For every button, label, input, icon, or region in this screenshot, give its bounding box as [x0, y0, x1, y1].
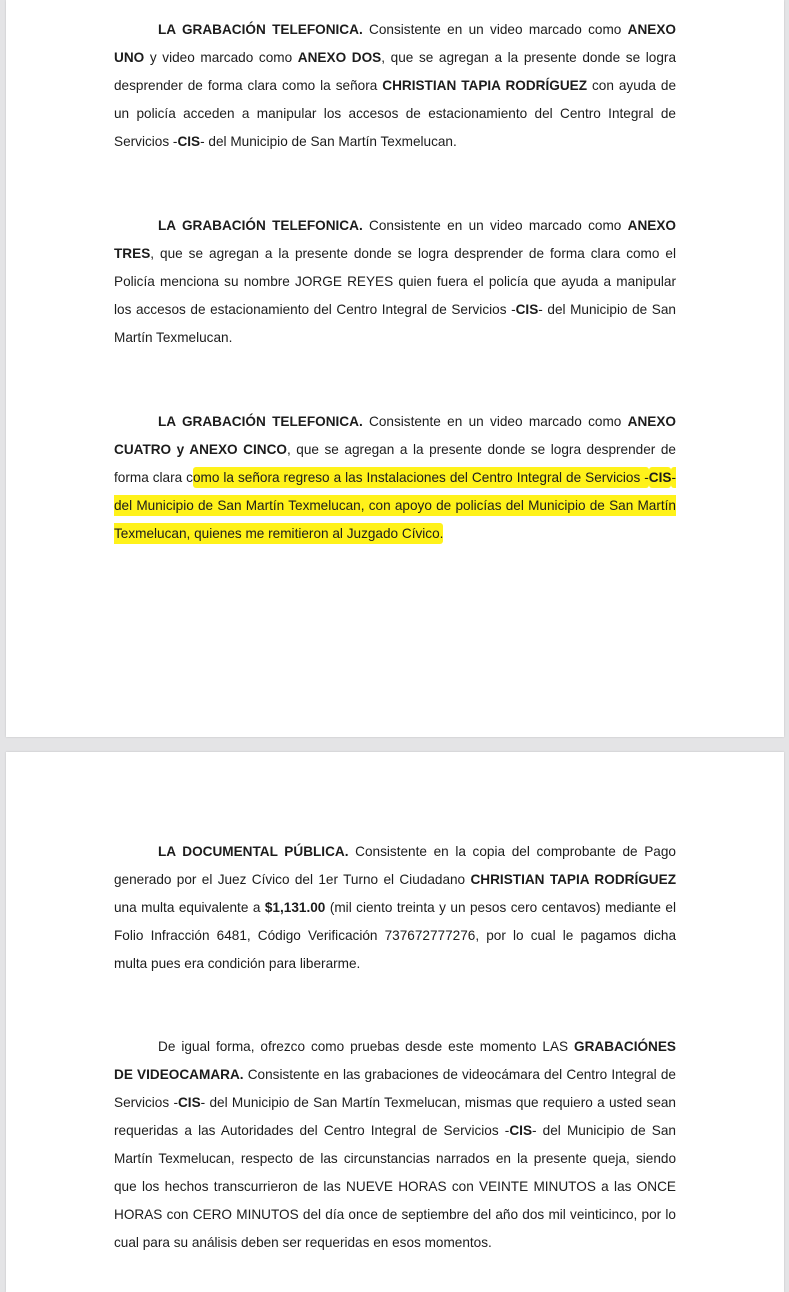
acronym-cis: CIS — [177, 1095, 201, 1110]
paragraph-grabacion-anexo-cuatro-cinco — [114, 408, 676, 548]
paragraph-text: De igual forma, ofrezco como pruebas desde este momento LAS — [158, 1039, 575, 1054]
annex-label: ANEXO UNO — [114, 22, 676, 65]
paragraph-text: Consistente en un video marcado como — [362, 22, 628, 37]
document-page-1 — [6, 0, 784, 737]
annex-label: ANEXO TRES — [114, 218, 676, 261]
paragraph-text: , que se agregan a la presente donde se logra desprender de forma clara como el Policía menciona su nombre JORGE REYES quien fuera el policía que ayuda a manipular los accesos de estacionamiento del Centro Integral de Servicios - — [114, 246, 676, 317]
highlighted-text: - del Municipio de San Martín Texmelucan, con apoyo de policías del Municipio de San Martín Texmelucan, quienes me remitieron al Juzgado Cívico. — [114, 467, 676, 544]
acronym-cis: CIS — [515, 302, 539, 317]
paragraph-heading: LA GRABACIÓN TELEFONICA. — [158, 414, 363, 429]
document-page-2 — [6, 752, 784, 1292]
paragraph-text: - del Municipio de San Martín Texmelucan. — [114, 302, 676, 345]
acronym-cis: CIS — [509, 1123, 533, 1138]
paragraph-text: , que se agregan a la presente donde se logra desprender de forma clara c — [114, 442, 676, 485]
paragraph-documental-publica — [114, 838, 676, 978]
annex-label: ANEXO DOS — [297, 50, 382, 65]
paragraph-grabacion-anexo-uno-dos — [114, 16, 676, 156]
paragraph-heading: LA DOCUMENTAL PÚBLICA. — [158, 844, 349, 859]
paragraph-text: - del Municipio de San Martín Texmelucan, respecto de las circunstancias narrados en la presente queja, siendo que los hechos transcurrieron de las NUEVE HORAS con VEINTE MINUTOS a las ONCE HORAS con CERO MINUTOS del día once de septiembre del año dos mil veinticinco, por lo cual para su análisis deben ser requeridas en esos momentos. — [114, 1123, 676, 1250]
paragraph-text: Consistente en la copia del comprobante de Pago generado por el Juez Cívico del 1er Turno el Ciudadano — [114, 844, 676, 887]
paragraph-text: Consistente en un video marcado como — [362, 414, 628, 429]
paragraph-text: Consistente en las grabaciones de videocámara del Centro Integral de Servicios - — [114, 1067, 676, 1110]
acronym-cis: CIS — [177, 134, 201, 149]
paragraph-text: Consistente en un video marcado como — [362, 218, 628, 233]
paragraph-text: con ayuda de un policía acceden a manipular los accesos de estacionamiento del Centro Integral de Servicios - — [114, 78, 676, 149]
paragraph-heading: LA GRABACIÓN TELEFONICA. — [158, 218, 363, 233]
paragraph-text: y video marcado como — [144, 50, 298, 65]
person-name: CHRISTIAN TAPIA RODRÍGUEZ — [382, 78, 588, 93]
paragraph-text: , que se agregan a la presente donde se logra desprender de forma clara como la señora — [114, 50, 677, 93]
paragraph-grabacion-anexo-tres — [114, 212, 676, 352]
paragraph-grabaciones-videocamara — [114, 1033, 676, 1257]
paragraph-text: (mil ciento treinta y un pesos cero centavos) mediante el Folio Infracción 6481, Código Verificación 737672777276, por lo cual le pagamos dicha multa pues era condición para liberarme. — [114, 900, 676, 971]
paragraph-text: una multa equivalente a — [114, 900, 265, 915]
paragraph-heading: GRABACIÓNES DE VIDEOCAMARA. — [114, 1039, 676, 1082]
annex-label: ANEXO CUATRO y ANEXO CINCO — [114, 414, 676, 457]
paragraph-heading: LA GRABACIÓN TELEFONICA. — [158, 22, 363, 37]
highlighted-text: omo la señora regreso a las Instalaciones del Centro Integral de Servicios - — [193, 467, 649, 488]
paragraph-text: - del Municipio de San Martín Texmelucan. — [200, 134, 457, 149]
fine-amount: $1,131.00 — [264, 900, 326, 915]
person-name: CHRISTIAN TAPIA RODRÍGUEZ — [470, 872, 676, 887]
paragraph-text: - del Municipio de San Martín Texmelucan, mismas que requiero a usted sean requeridas a las Autoridades del Centro Integral de Servicios - — [114, 1095, 676, 1138]
acronym-cis-highlighted: CIS — [649, 467, 672, 488]
